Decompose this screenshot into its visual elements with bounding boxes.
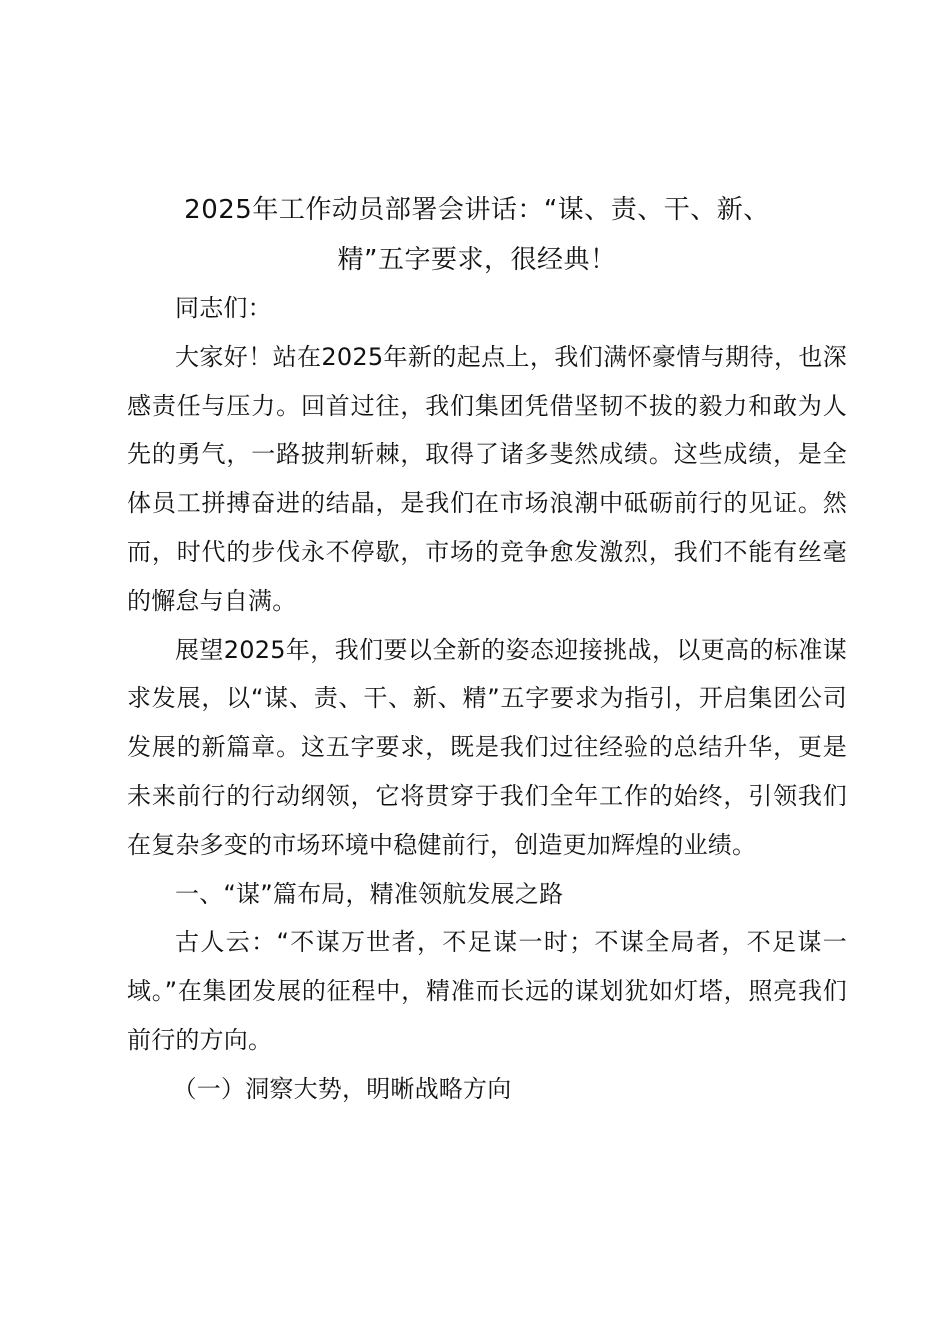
- document-body: [127, 284, 847, 1114]
- salutation: 同志们：: [175, 294, 272, 322]
- title-line-1: 2025年工作动员部署会讲话：“谋、责、干、新、: [184, 195, 770, 225]
- section-heading-1: 一、“谋”篇布局，精准领航发展之路: [175, 879, 564, 908]
- document-title: [127, 185, 827, 285]
- title-line-2: 精”五字要求，很经典！: [337, 245, 617, 275]
- paragraph-intro: 大家好！站在2025年新的起点上，我们满怀豪情与期待，也深感责任与压力。回首过往，我们集团凭借坚韧不拔的毅力和敢为人先的勇气，一路披荆斩棘，取得了诸多斐然成绩。这些成绩，是全体员工拼搏奋进的结晶，是我们在市场浪潮中砥砺前行的见证。然而，时代的步伐永不停歇，市场的竞争愈发激烈，我们不能有丝毫的懈怠与自满。: [127, 342, 847, 615]
- paragraph-outlook: 展望2025年，我们要以全新的姿态迎接挑战，以更高的标准谋求发展，以“谋、责、干、新、精”五字要求为指引，开启集团公司发展的新篇章。这五字要求，既是我们过往经验的总结升华，更是未来前行的行动纲领，它将贯穿于我们全年工作的始终，引领我们在复杂多变的市场环境中稳健前行，创造更加辉煌的业绩。: [127, 635, 847, 859]
- subsection-heading-1: （一）洞察大势，明晰战略方向: [172, 1074, 512, 1103]
- paragraph-section-1: 古人云：“不谋万世者，不足谋一时；不谋全局者，不足谋一域。”在集团发展的征程中，精准而长远的谋划犹如灯塔，照亮我们前行的方向。: [127, 928, 847, 1054]
